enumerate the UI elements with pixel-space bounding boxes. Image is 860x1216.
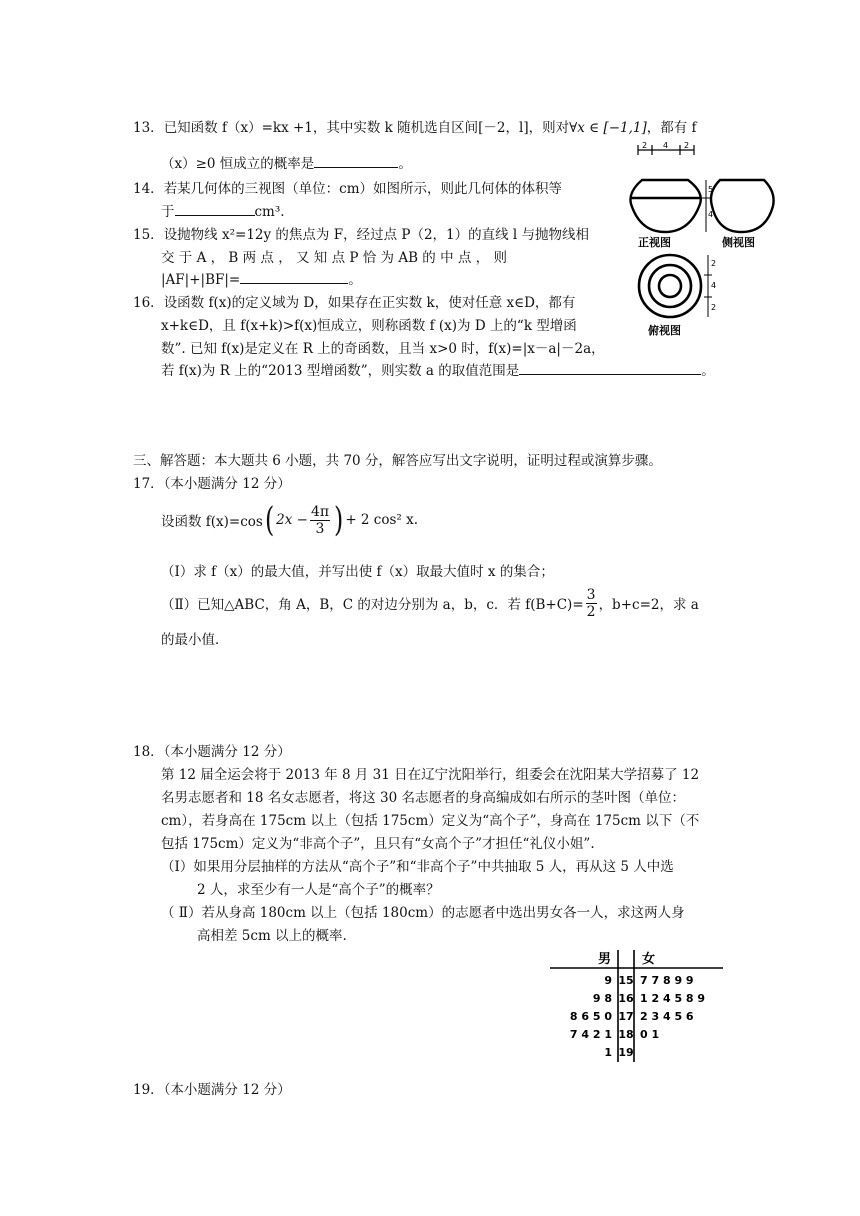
male-leaves: 7 4 2 1 (569, 1028, 612, 1041)
left-paren: ( (264, 500, 275, 540)
section3-heading: 三、解答题：本大题共 6 小题，共 70 分，解答应写出文字说明，证明过程或演算步骤。 (133, 453, 662, 469)
stem-value: 19 (618, 1046, 634, 1059)
q18-part2a: （ Ⅱ）若从身高 180cm 以上（包括 180cm）的志愿者中选出男女各一人，求这两人身 (161, 905, 685, 921)
top-view-label: 俯视图 (648, 324, 681, 337)
three-view-figure (628, 142, 776, 342)
q16-line3: 数”. 已知 f(x)是定义在 R 上的奇函数，且当 x>0 时，f(x)=|x－a|－2a， (161, 341, 605, 357)
header-male: 男 (598, 952, 612, 967)
q16-line4: 若 f(x)为 R 上的“2013 型增函数”，则实数 a 的取值范围是 。 (161, 359, 715, 379)
female-leaves: 0 1 (640, 1028, 660, 1041)
q18-number: 18． (133, 744, 164, 760)
stem-value: 15 (618, 974, 634, 987)
q14-line2: 于 cm³. (161, 200, 285, 220)
dim-top-view-3: 2 (711, 303, 717, 312)
q16-line1: 16．设函数 f(x)的定义域为 D，如果存在正实数 k，使对任意 x∈D，都有 (133, 295, 576, 311)
fraction-3-2: $\frac{3}{2}$ (586, 586, 596, 620)
dim-top-view-2: 4 (711, 281, 717, 290)
q18-part2b: 高相差 5cm 以上的概率. (197, 928, 347, 944)
q13-number: 13． (133, 120, 164, 136)
dim-top-3: 2 (684, 142, 690, 150)
male-leaves: 8 6 5 0 (569, 1010, 612, 1023)
q17-header: 17．（本小题满分 12 分） (133, 476, 291, 492)
top-view-shape (639, 255, 701, 317)
answer-blank-16 (519, 360, 701, 375)
answer-blank-15 (240, 269, 348, 284)
q13-line2: （x）≥0 恒成立的概率是 。 (161, 152, 412, 172)
dim-top-1: 2 (642, 142, 648, 150)
q18-part1a: （Ⅰ）如果用分层抽样的方法从“高个子”和“非高个子”中共抽取 5 人，再从这 5 人中选 (161, 859, 674, 875)
female-leaves: 1 2 4 5 8 9 (640, 992, 706, 1005)
female-leaves: 2 3 4 5 6 (640, 1010, 694, 1023)
q13-line1: 13．已知函数 f（x）=kx +1，其中实数 k 随机选自区间[－2，l]，则对∀x ∈ [−1,1]，都有 f (133, 120, 697, 136)
q19-number: 19． (133, 1082, 164, 1098)
male-leaves: 1 (604, 1046, 612, 1059)
stem-value: 16 (618, 992, 634, 1005)
front-view-shape (630, 180, 701, 232)
stem-leaf-plot (548, 946, 738, 1068)
q14-number: 14． (133, 181, 164, 197)
q16-number: 16． (133, 295, 164, 311)
q17-part1: （Ⅰ）求 f（x）的最大值，并写出使 f（x）取最大值时 x 的集合； (161, 564, 554, 580)
stem-value: 17 (618, 1010, 634, 1023)
header-female: 女 (642, 952, 656, 967)
side-view-label: 侧视图 (722, 236, 755, 249)
q18-p3: cm），若身高在 175cm 以上（包括 175cm）定义为“高个子”，身高在 175cm 以下（不 (161, 813, 700, 829)
dim-side-1: 5 (708, 185, 714, 194)
answer-blank-13 (314, 153, 398, 168)
dim-side-2: 4 (708, 210, 714, 219)
q15-line3: |AF|+|BF|= 。 (161, 268, 362, 288)
male-leaves: 9 (604, 974, 612, 987)
q17-function: 设函数 f(x)=cos ( 2x − $\frac{4\pi}{3}$ ) + 2 cos² x. (161, 500, 419, 540)
dim-top-2: 4 (663, 142, 669, 150)
q14-line1: 14．若某几何体的三视图（单位：cm）如图所示，则此几何体的体积等 (133, 181, 563, 197)
q15-line1: 15．设抛物线 x²=12y 的焦点为 F，经过点 P（2，1）的直线 l 与抛物线相 (133, 227, 590, 243)
q19-header: 19．（本小题满分 12 分） (133, 1082, 291, 1098)
forall-expression: ∀x ∈ [−1,1] (569, 120, 647, 136)
side-view-shape (711, 180, 774, 232)
q17-part2-cont: 的最小值． (161, 632, 229, 648)
q17-part2: （Ⅱ）已知△ABC，角 A，B，C 的对边分别为 a，b，c．若 f(B+C)= $\frac{3}{2}$ ，b+c=2，求 a (161, 586, 699, 620)
q17-number: 17． (133, 476, 164, 492)
q18-p2: 名男志愿者和 18 名女志愿者，将这 30 名志愿者的身高编成如右所示的茎叶图（单位： (161, 790, 686, 806)
q16-line2: x+k∈D，且 f(x+k)>f(x)恒成立，则称函数 f (x)为 D 上的“k 型增函 (161, 318, 577, 334)
fraction-4pi-3: $\frac{4\pi}{3}$ (310, 503, 330, 537)
dim-top-view-1: 2 (711, 259, 717, 268)
answer-blank-14 (175, 201, 255, 216)
front-view-label: 正视图 (638, 236, 671, 249)
q18-part1b: 2 人，求至少有一人是“高个子”的概率？ (197, 882, 440, 898)
q15-number: 15． (133, 227, 164, 243)
q18-p1: 第 12 届全运会将于 2013 年 8 月 31 日在辽宁沈阳举行，组委会在沈阳某大学招募了 12 (161, 767, 700, 783)
q15-line2: 交 于 A ， B 两 点 ， 又 知 点 P 恰 为 AB 的 中 点 ， 则 (161, 250, 507, 266)
male-leaves: 9 8 (592, 992, 612, 1005)
q18-header: 18．（本小题满分 12 分） (133, 744, 291, 760)
female-leaves: 7 7 8 9 9 (640, 974, 694, 987)
right-paren: ) (334, 500, 344, 540)
q18-p4: 包括 175cm）定义为“非高个子”，且只有“女高个子”才担任“礼仪小姐”. (161, 836, 595, 852)
stem-value: 18 (618, 1028, 634, 1041)
